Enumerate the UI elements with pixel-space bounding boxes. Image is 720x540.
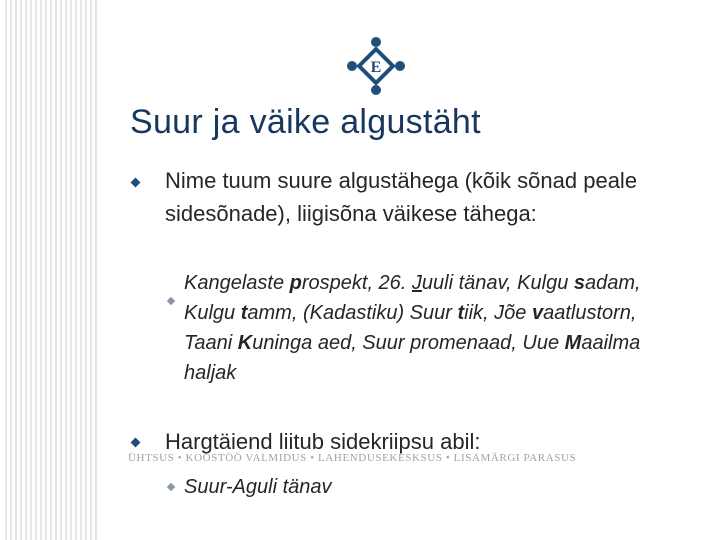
text-segment: adam, Kulgu bbox=[184, 272, 641, 324]
text-segment: aailma haljak bbox=[184, 332, 641, 384]
slide-title: Suur ja väike algustäht bbox=[130, 103, 481, 141]
sub-bullet-text-1 bbox=[184, 268, 664, 388]
text-segment: s bbox=[573, 272, 585, 294]
text-segment: M bbox=[564, 332, 582, 354]
text-segment: v bbox=[531, 302, 544, 324]
text-segment: Kangelaste bbox=[184, 272, 290, 294]
text-segment: amm, (Kadastiku) Suur bbox=[247, 302, 458, 324]
text-segment: t bbox=[457, 302, 465, 324]
svg-text:E: E bbox=[370, 59, 382, 76]
bullet-text-1: Nime tuum suure algustähega (kõik sõnad peale sidesõnade), liigisõna väikese tähega: bbox=[165, 168, 638, 226]
footer-motto: ÜHTSUS • KOOSTÖÖ VALMIDUS • LAHENDUSEKESKSUS • LISAMÄRGI PARASUS bbox=[128, 452, 577, 464]
sub-bullet-text-2: Suur-Aguli tänav bbox=[184, 476, 332, 498]
text-segment: uuli tänav, Kulgu bbox=[421, 272, 574, 294]
text-segment: uninga aed, Suur promenaad, Uue bbox=[252, 332, 565, 354]
emblem-logo bbox=[346, 36, 406, 96]
text-segment: K bbox=[237, 332, 253, 354]
text-segment: iik, Jõe bbox=[464, 302, 532, 324]
text-segment: aatlustorn, Taani bbox=[184, 302, 637, 354]
text-segment: rospekt, 26. bbox=[301, 272, 412, 294]
text-segment: t bbox=[240, 302, 248, 324]
text-segment: J bbox=[411, 272, 422, 294]
text-segment: p bbox=[289, 272, 302, 294]
bullet-text-2: Hargtäiend liitub sidekriipsu abil: bbox=[165, 429, 481, 454]
